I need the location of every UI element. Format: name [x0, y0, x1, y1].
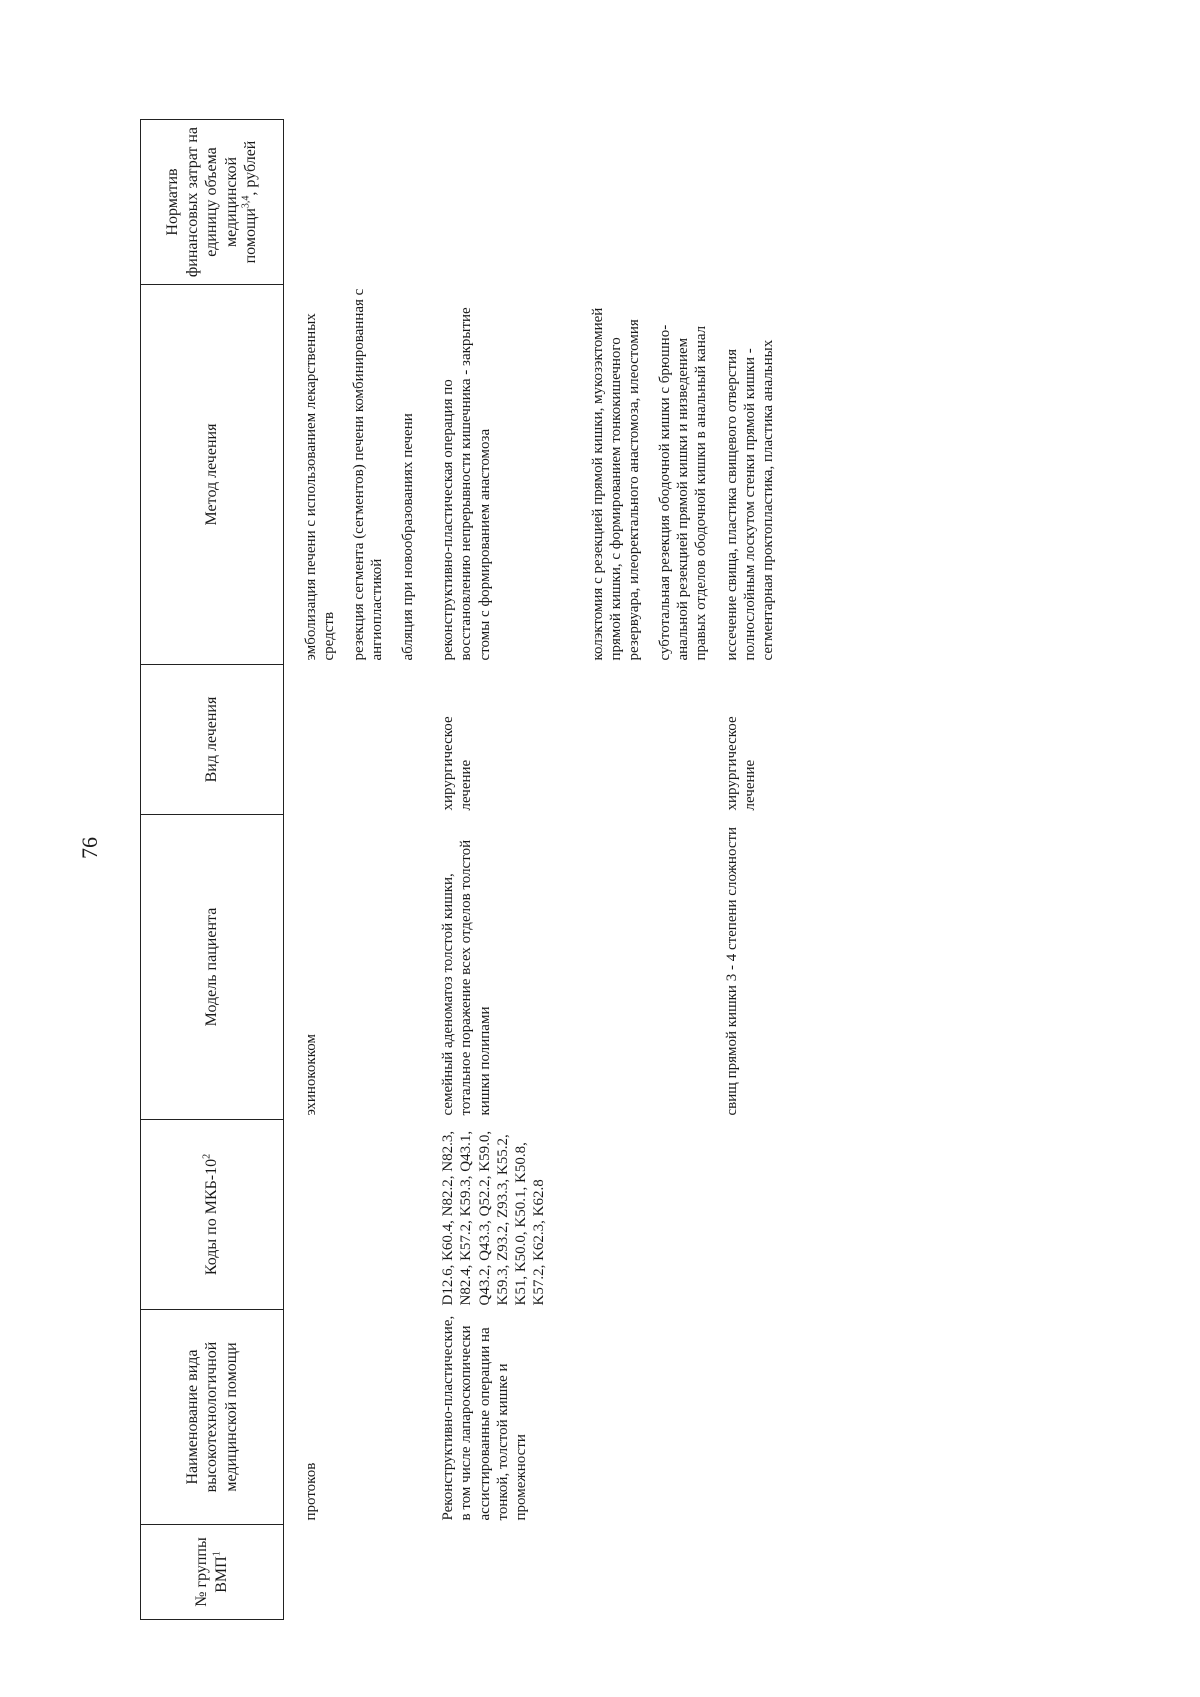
care-type-name-cell [589, 1310, 723, 1525]
header-group-number: № группы ВМП$^1$ [141, 1525, 284, 1620]
icd-codes-cell [302, 1120, 429, 1310]
table-row [723, 120, 790, 1620]
group-number-cell [439, 1525, 549, 1620]
method-item: субтотальная резекция ободочной кишки с брюшно-анальной резекцией прямой кишки и низведением правых отделов ободочной кишки в анальный канал [656, 324, 710, 661]
method-item: реконструктивно-пластическая операция по восстановлению непрерывности кишечника - закрытие стомы с формированием анастомоза [439, 307, 493, 661]
method-item: абляция при новообразованиях печени [399, 413, 416, 661]
group-number-cell [723, 1525, 790, 1620]
method-item: резекция сегмента (сегментов) печени комбинированная с ангиопластикой [351, 288, 386, 661]
table-row [302, 120, 429, 1620]
table-row [589, 120, 723, 1620]
care-type-name-cell [723, 1310, 790, 1525]
care-type-name-cell: протоков [302, 1462, 319, 1521]
cost-norm-cell [439, 120, 549, 285]
patient-model-cell: семейный аденоматоз толстой кишки, тотальное поражение всех отделов толстой кишки полипами [439, 839, 493, 1116]
treatment-method-cell [589, 285, 723, 665]
group-number-cell [589, 1525, 723, 1620]
rotated-page-content [140, 120, 1180, 1620]
patient-model-cell: свищ прямой кишки 3 - 4 степени сложности [723, 826, 740, 1116]
table-header-row [141, 120, 284, 1620]
page-number: 76 [77, 837, 102, 859]
cost-norm-cell [723, 120, 790, 285]
patient-model-cell [589, 815, 723, 1120]
cost-norm-cell [589, 120, 723, 285]
table-row [439, 120, 549, 1620]
treatment-method-cell [723, 285, 790, 665]
treatment-method-cell [439, 285, 549, 665]
icd-codes-cell [723, 1120, 790, 1310]
patient-model-cell: эхинококком [302, 1034, 319, 1116]
treatment-type-cell: хирургическое лечение [723, 716, 758, 811]
header-care-type-name: Наименование вида высокотехнологичной медицинской помощи [141, 1310, 284, 1525]
treatment-type-cell: хирургическое лечение [439, 716, 475, 811]
method-item: колэктомия с резекцией прямой кишки, мукозэктомией прямой кишки, с формированием тонкокишечного резервуара, илеоректального анастомоза, илеостомия [589, 307, 643, 661]
care-type-name-cell: Реконструктивно-пластические, в том числе лапароскопически ассистированные операции на тонкой, толстой кишке и промежности [439, 1315, 530, 1521]
header-patient-model: Модель пациента [141, 815, 284, 1120]
treatment-method-cell [302, 285, 429, 665]
cost-norm-cell [302, 120, 429, 285]
method-item: эмболизация печени с использованием лекарственных средств [302, 313, 337, 661]
icd-codes-cell [589, 1120, 723, 1310]
treatment-type-cell [589, 665, 723, 815]
vmp-table [140, 119, 789, 1620]
header-treatment-type: Вид лечения [141, 665, 284, 815]
header-icd-codes: Коды по МКБ-$10^2$ [141, 1120, 284, 1310]
method-item: иссечение свища, пластика свищевого отверстия полнослойным лоскутом стенки прямой кишки - сегментарная проктопластика, пластика анальных [723, 339, 777, 661]
treatment-type-cell [302, 665, 429, 815]
header-treatment-method: Метод лечения [141, 285, 284, 665]
icd-codes-cell: D12.6, K60.4, N82.2, N82.3, N82.4, K57.2, K59.3, Q43.1, Q43.2, Q43.3, Q52.2, K59.0, K59.3, Z93.2, Z93.3, K55.2, K51, K50.0, K50.1, K50.8, K57.2, K62.3, K62.8 [439, 1130, 548, 1306]
header-cost-norm: Норматив финансовых затрат на единицу объема медицинской помощи$^{3,4}$, рублей [141, 120, 284, 285]
group-number-cell [302, 1525, 429, 1620]
